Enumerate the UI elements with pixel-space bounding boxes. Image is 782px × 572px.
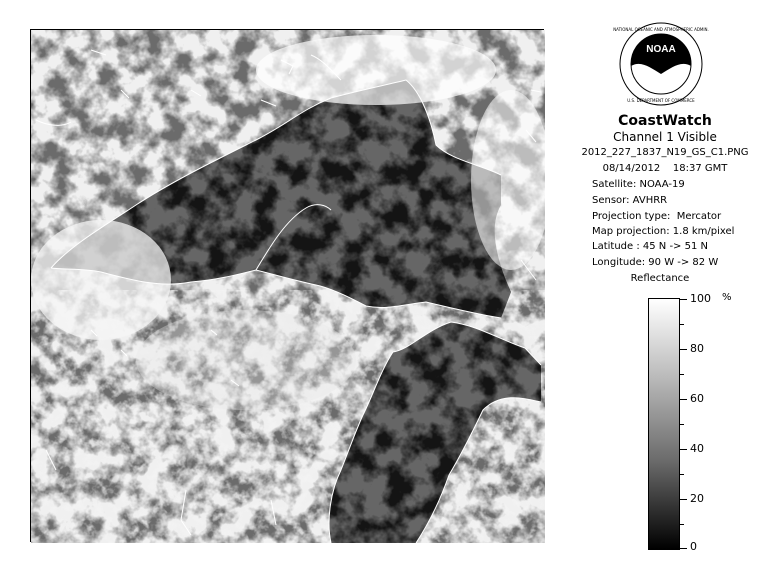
colorbar-label: Reflectance	[630, 273, 690, 284]
colorbar-minor-tick	[680, 474, 684, 475]
colorbar-tick-label: 100	[690, 292, 711, 305]
acquisition-datetime: 08/14/2012 18:37 GMT	[602, 163, 728, 174]
svg-text:U.S. DEPARTMENT OF COMMERCE: U.S. DEPARTMENT OF COMMERCE	[627, 98, 695, 103]
colorbar-minor-tick	[680, 324, 684, 325]
product-title: CoastWatch	[618, 113, 712, 129]
noaa-logo	[613, 22, 709, 106]
sensor-info: Sensor: AVHRR	[592, 195, 668, 206]
colorbar-tick	[680, 499, 687, 500]
colorbar-tick	[680, 349, 687, 350]
noaa-logo-text: NOAA	[646, 44, 676, 55]
projection-type-info: Projection type: Mercator	[592, 211, 722, 222]
colorbar-tick	[680, 299, 687, 300]
colorbar-tick-label: 60	[690, 392, 704, 405]
colorbar-tick-label: 0	[690, 540, 697, 553]
file-name: 2012_227_1837_N19_GS_C1.PNG	[581, 147, 749, 158]
longitude-info: Longitude: 90 W -> 82 W	[592, 257, 719, 268]
satellite-info: Satellite: NOAA-19	[592, 179, 685, 190]
colorbar-tick-label: 20	[690, 492, 704, 505]
latitude-info: Latitude : 45 N -> 51 N	[592, 241, 708, 252]
colorbar-minor-tick	[680, 374, 684, 375]
channel-label: Channel 1 Visible	[613, 130, 717, 144]
colorbar-minor-tick	[680, 524, 684, 525]
colorbar-tick-label: 40	[690, 442, 704, 455]
colorbar-tick-label: 80	[690, 342, 704, 355]
satellite-image	[30, 29, 544, 542]
colorbar-tick	[680, 548, 687, 549]
colorbar-minor-tick	[680, 424, 684, 425]
map-projection-info: Map projection: 1.8 km/pixel	[592, 226, 735, 237]
reflectance-colorbar	[648, 298, 680, 550]
colorbar-tick	[680, 399, 687, 400]
colorbar-tick	[680, 449, 687, 450]
svg-text:NATIONAL OCEANIC AND ATMOSPHER: NATIONAL OCEANIC AND ATMOSPHERIC ADMIN.	[613, 27, 709, 32]
colorbar-unit: %	[722, 292, 732, 303]
